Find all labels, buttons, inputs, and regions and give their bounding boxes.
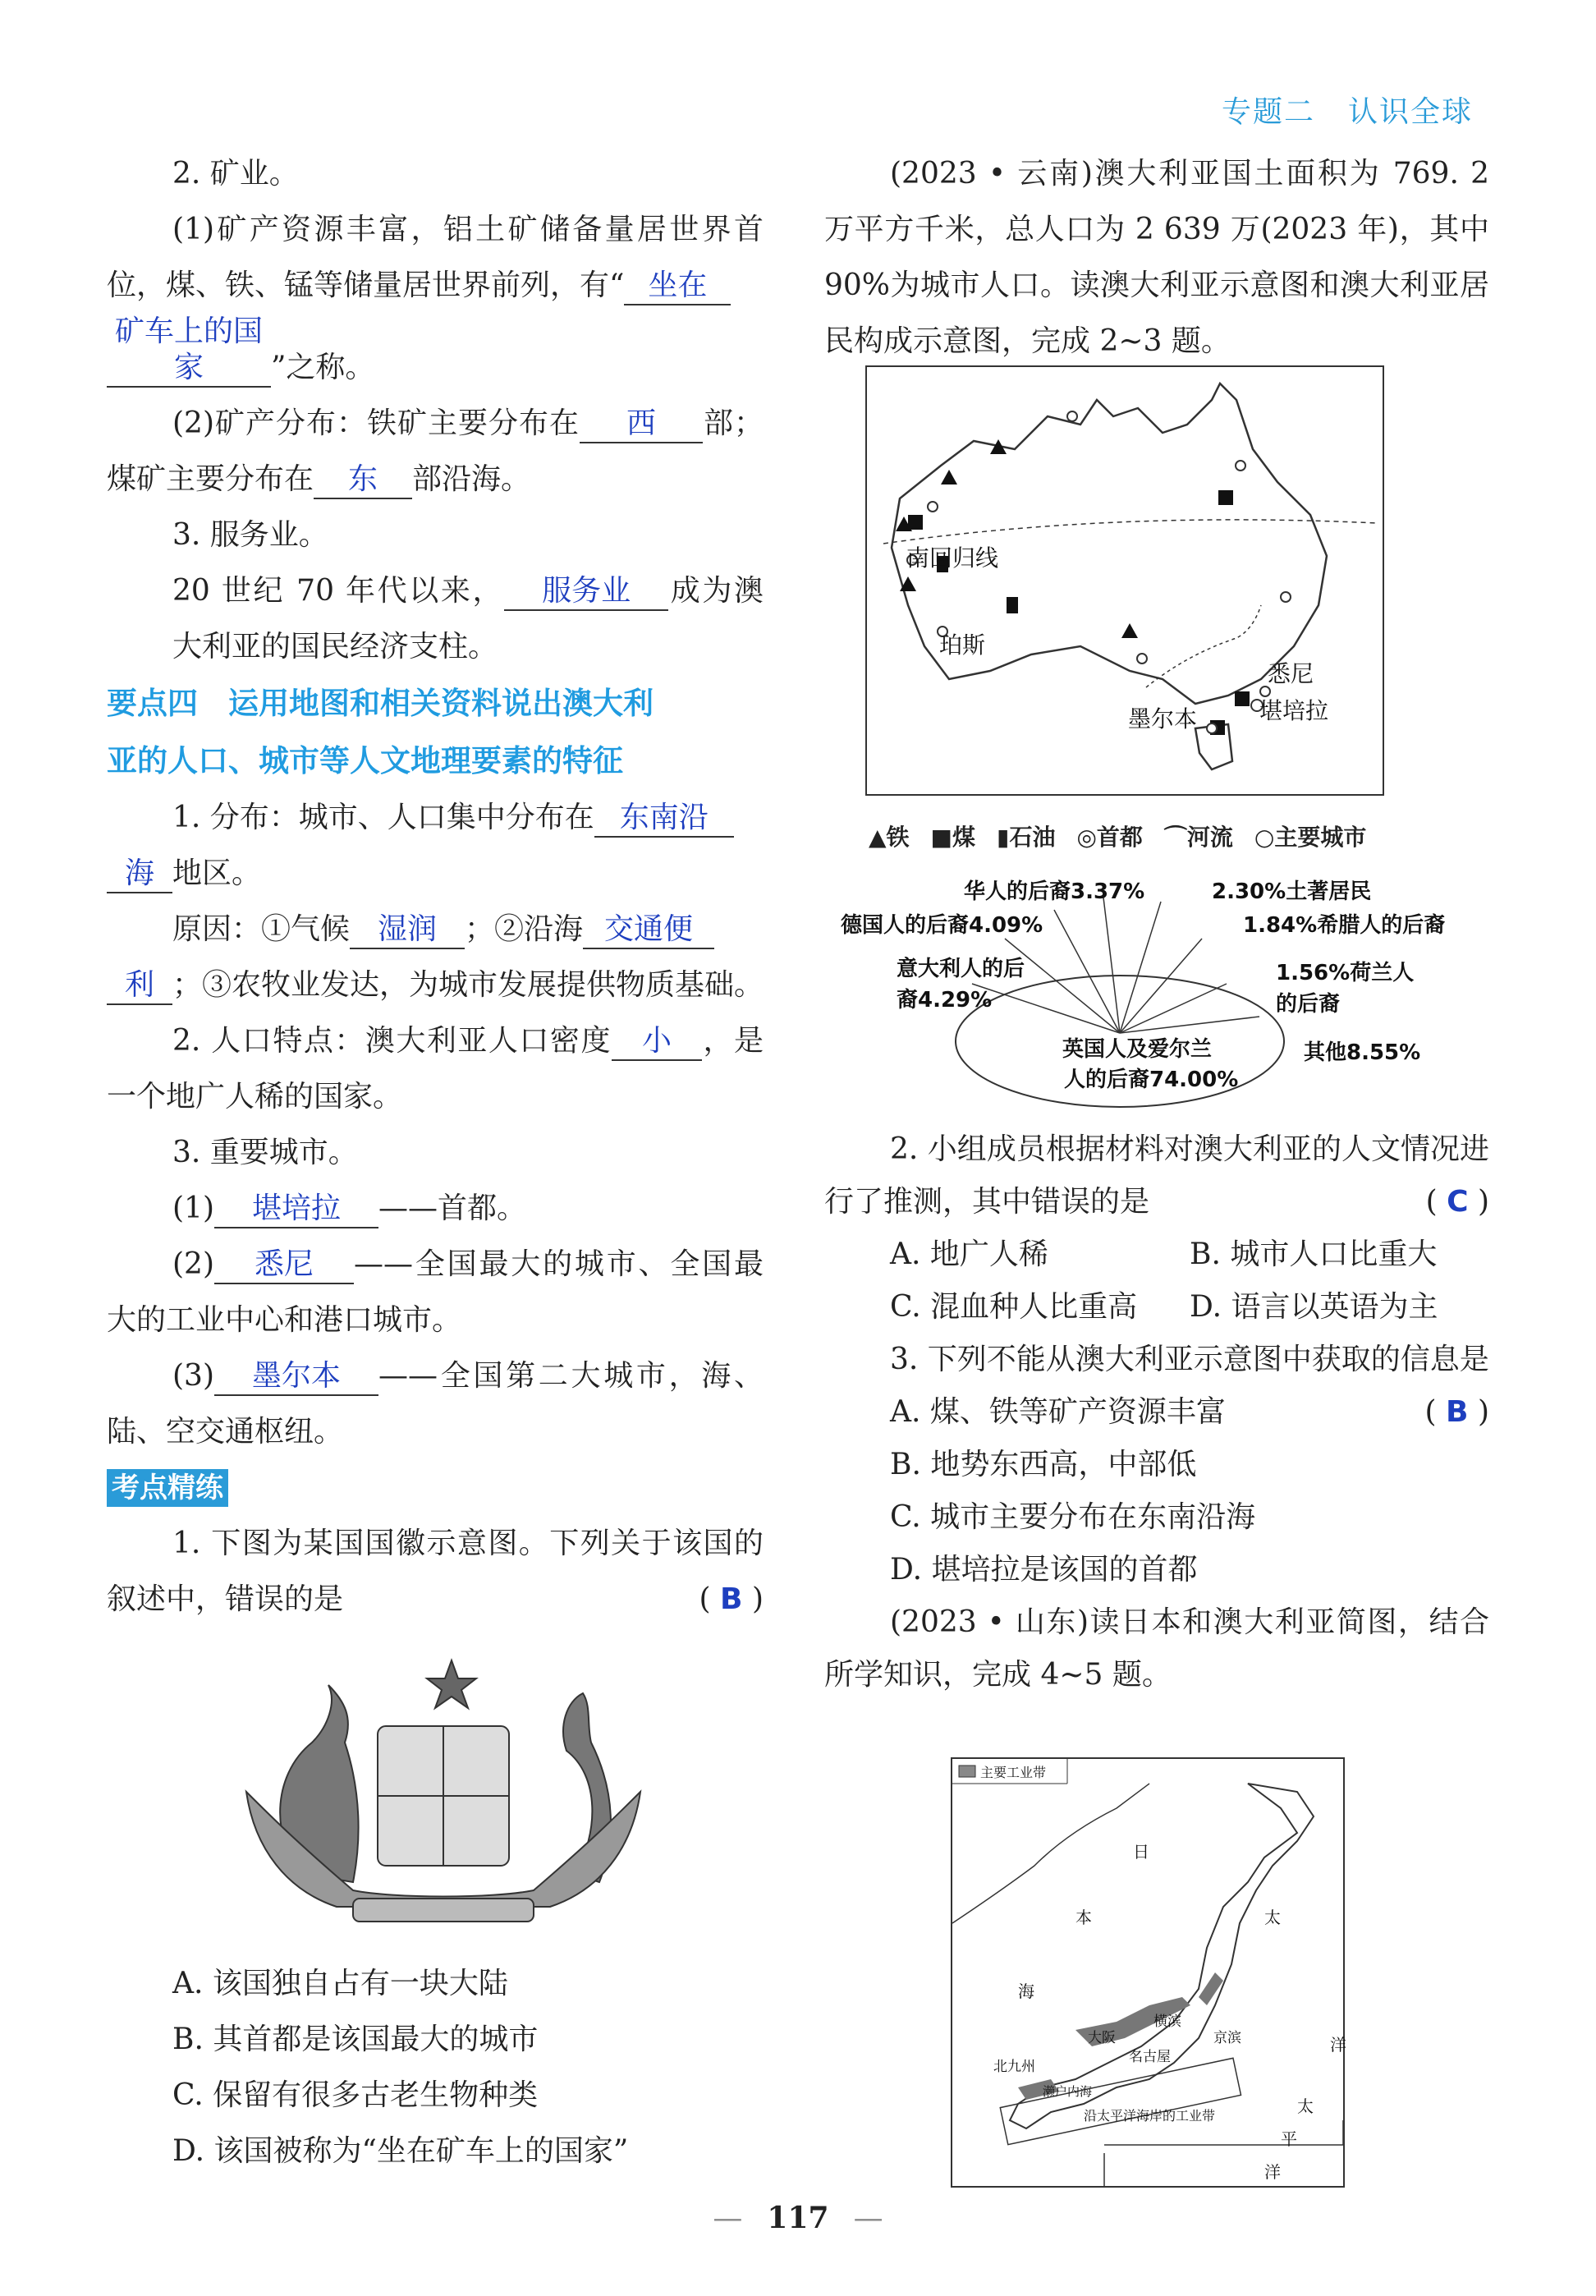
q2-answer: ( C ) [1425,1185,1489,1219]
distribution-p: 1. 分布：城市、人口集中分布在 东南沿 海 地区。 [107,790,764,902]
iron-icon [941,470,957,484]
ocean-label-4: 洋 [1264,2162,1281,2182]
q2-option-a: A. 地广人稀 [890,1238,1048,1271]
mining-title: 2. 矿业。 [172,157,299,191]
ocean-label-1: 太 [1264,1908,1281,1927]
page-number: 117 [767,2201,829,2235]
map-legend [869,820,1443,852]
city-icon [1281,592,1291,602]
australia-map [865,365,1384,796]
q3-option-b: B. 地势东西高，中部低 [890,1448,1197,1481]
ethnic-label-british-2: 人的后裔74.00% [1064,1068,1239,1092]
q3-option-c: C. 城市主要分布在东南沿海 [890,1500,1256,1534]
intro-paragraph: (2023 • 云南)澳大利亚国土面积为 769. 2 万平方千米，总人口为 2 639 万(2023 年)，其中 90%为城市人口。读澳大利亚示意图和澳大利亚居民构成示意图，完成 2~3 题。 [824,157,1489,358]
right-column [824,146,1489,370]
legend-capital: ◎首都 [1076,824,1143,851]
service-p: 20 世纪 70 年代以来， 服务业 成为澳大利亚的国民经济支柱。 [172,574,764,664]
legend-coal: ■煤 [930,824,976,851]
keihin-label: 京滨 [1213,2030,1241,2046]
city-icon [1137,654,1147,664]
mining-p1: (1)矿产资源丰富，铝土矿储备量居世界首位，煤、铁、锰等储量居世界前列，有“ 坐在 矿车上的国家 ”之称。 [107,202,764,396]
answer-blank: 东 [314,461,412,499]
ethnic-label-dutch-1: 1.56%荷兰人 [1276,961,1415,985]
q2-options-row2 [824,1281,1489,1334]
answer-blank: 悉尼 [214,1247,354,1284]
legend-river: ⌒河流 [1163,824,1233,851]
coal-icon [1235,691,1250,706]
city-icon [1207,723,1217,733]
nagoya-label: 名古屋 [1129,2049,1171,2065]
osaka-label: 大阪 [1088,2030,1116,2046]
coal-icon [1218,490,1233,505]
cities-title: 3. 重要城市。 [172,1136,358,1169]
q1-option-c: C. 保留有很多古老生物种类 [172,2078,539,2112]
belt-label: 沿太平洋海岸的工业带 [1084,2108,1216,2124]
ethnic-label-italian-2: 裔4.29% [897,988,993,1013]
q2-options-row1 [824,1228,1489,1281]
ocean-label-5: 洋 [1330,2035,1346,2055]
city-icon [928,502,938,512]
q3-option-d: D. 堪培拉是该国的首都 [890,1553,1198,1587]
japan-legend-label: 主要工业带 [980,1765,1047,1780]
answer-blank: 坐在 [624,268,731,305]
q3-option-a: A. 煤、铁等矿产资源丰富 [890,1395,1226,1429]
ethnic-label-italian-1: 意大利人的后 [897,957,1025,981]
answer-blank: 交通便 [583,912,714,949]
city-1: (1) 堪培拉 ——首都。 [107,1181,764,1237]
ethnic-diagram [832,877,1489,1115]
city-icon [1067,411,1077,421]
sea-label-2: 本 [1075,1908,1092,1927]
ocean-label-3: 平 [1281,2129,1297,2149]
reason-p: 原因：①气候 湿润 ；②沿海 交通便 利 ；③农牧业发达，为城市发展提供物质基础。 [107,902,764,1013]
oil-icon [1007,597,1018,613]
q1-option-d: D. 该国被称为“坐在矿车上的国家” [172,2134,629,2168]
population-p: 2. 人口特点：澳大利亚人口密度 小 ，是一个地广人稀的国家。 [107,1024,764,1114]
melbourne-label: 墨尔本 [1128,705,1198,732]
mining-p2: (2)矿产分布：铁矿主要分布在 西 部；煤矿主要分布在 东 部沿海。 [107,396,764,507]
q2-option-d: D. 语言以英语为主 [1190,1290,1438,1324]
answer-blank: 东南沿 [594,800,734,838]
answer-blank: 利 [107,967,172,1005]
city-3: (3) 墨尔本 ——全国第二大城市，海、陆、空交通枢纽。 [107,1359,764,1449]
coat-of-arms-image [107,1628,764,1956]
sea-label-1: 日 [1133,1842,1149,1862]
q1-option-a: A. 该国独自占有一块大陆 [172,1967,508,2000]
ethnic-label-greek: 1.84%希腊人的后裔 [1243,913,1446,938]
q1-answer: ( B ) [699,1582,764,1616]
answer-blank: 西 [580,406,703,443]
answer-blank: 湿润 [350,912,465,949]
legend-industrial-icon [959,1766,975,1777]
ethnic-label-british-1: 英国人及爱尔兰 [1062,1037,1213,1062]
practice-tag: 考点精练 [107,1469,228,1507]
sea-label-3: 海 [1018,1981,1034,2001]
answer-blank: 墨尔本 [214,1358,378,1396]
tropic-label: 南回归线 [906,544,999,572]
city-icon [1236,461,1245,471]
q1-option-b: B. 其首都是该国最大的城市 [172,2023,539,2056]
header-topic: 专题二 [1221,95,1315,129]
intro2-paragraph: (2023 • 山东)读日本和澳大利亚简图，结合所学知识，完成 4~5 题。 [824,1605,1489,1692]
answer-blank: 海 [107,856,172,893]
ethnic-label-aboriginal: 2.30%土著居民 [1212,879,1372,904]
answer-blank: 矿车上的国家 [107,314,271,388]
ethnic-label-german: 德国人的后裔4.09% [841,913,1043,938]
service-title: 3. 服务业。 [172,518,328,552]
city-2: (2) 悉尼 ——全国最大的城市、全国最大的工业中心和港口城市。 [107,1247,764,1337]
header-title: 认识全球 [1347,95,1473,129]
legend-city: ○主要城市 [1254,824,1367,851]
japan-map-svg [952,1759,1346,2186]
page-footer: — 117 — [713,2201,883,2235]
key-point-4-line1: 要点四 运用地图和相关资料说出澳大利 [107,686,654,721]
japan-map [951,1757,1345,2188]
answer-blank: 堪培拉 [214,1191,378,1228]
right-questions [824,1123,1489,1701]
seto-label: 濑户内海 [1043,2084,1093,2099]
sydney-label: 悉尼 [1268,660,1314,687]
coal-icon [908,515,923,530]
q1-stem: 1. 下图为某国国徽示意图。下列关于该国的叙述中，错误的是 ( B ) [107,1516,764,1628]
kitakyushu-label: 北九州 [993,2059,1035,2075]
q2-option-c: C. 混血种人比重高 [890,1290,1138,1324]
perth-label: 珀斯 [939,631,986,659]
coat-of-arms-figure [107,1628,764,1956]
ethnic-label-other: 其他8.55% [1304,1040,1421,1065]
yokohama-label: 横滨 [1153,2014,1181,2030]
ethnic-label-chinese: 华人的后裔3.37% [964,879,1145,904]
q2-stem: 2. 小组成员根据材料对澳大利亚的人文情况进行了推测，其中错误的是 ( C ) [824,1123,1489,1228]
ethnic-label-dutch-2: 的后裔 [1276,992,1341,1017]
iron-icon [1121,623,1138,638]
canberra-label: 堪培拉 [1259,697,1329,724]
ocean-label-2: 太 [1297,2096,1314,2116]
q3-answer: ( B ) [1424,1395,1489,1429]
city-icon [1260,687,1270,696]
answer-blank: 服务业 [504,573,668,611]
ethnic-diagram-svg [832,877,1489,1115]
q3-stem: 3. 下列不能从澳大利亚示意图中获取的信息是 ( B ) [824,1334,1489,1386]
legend-iron: ▲铁 [869,824,910,851]
answer-blank: 小 [612,1023,702,1061]
q2-option-b: B. 城市人口比重大 [1190,1238,1438,1271]
page-header [1222,89,1473,131]
key-point-4-line2: 亚的人口、城市等人文地理要素的特征 [107,743,623,778]
legend-oil: ▮石油 [997,824,1056,851]
left-column [107,146,764,2179]
australia-map-svg [867,367,1383,794]
